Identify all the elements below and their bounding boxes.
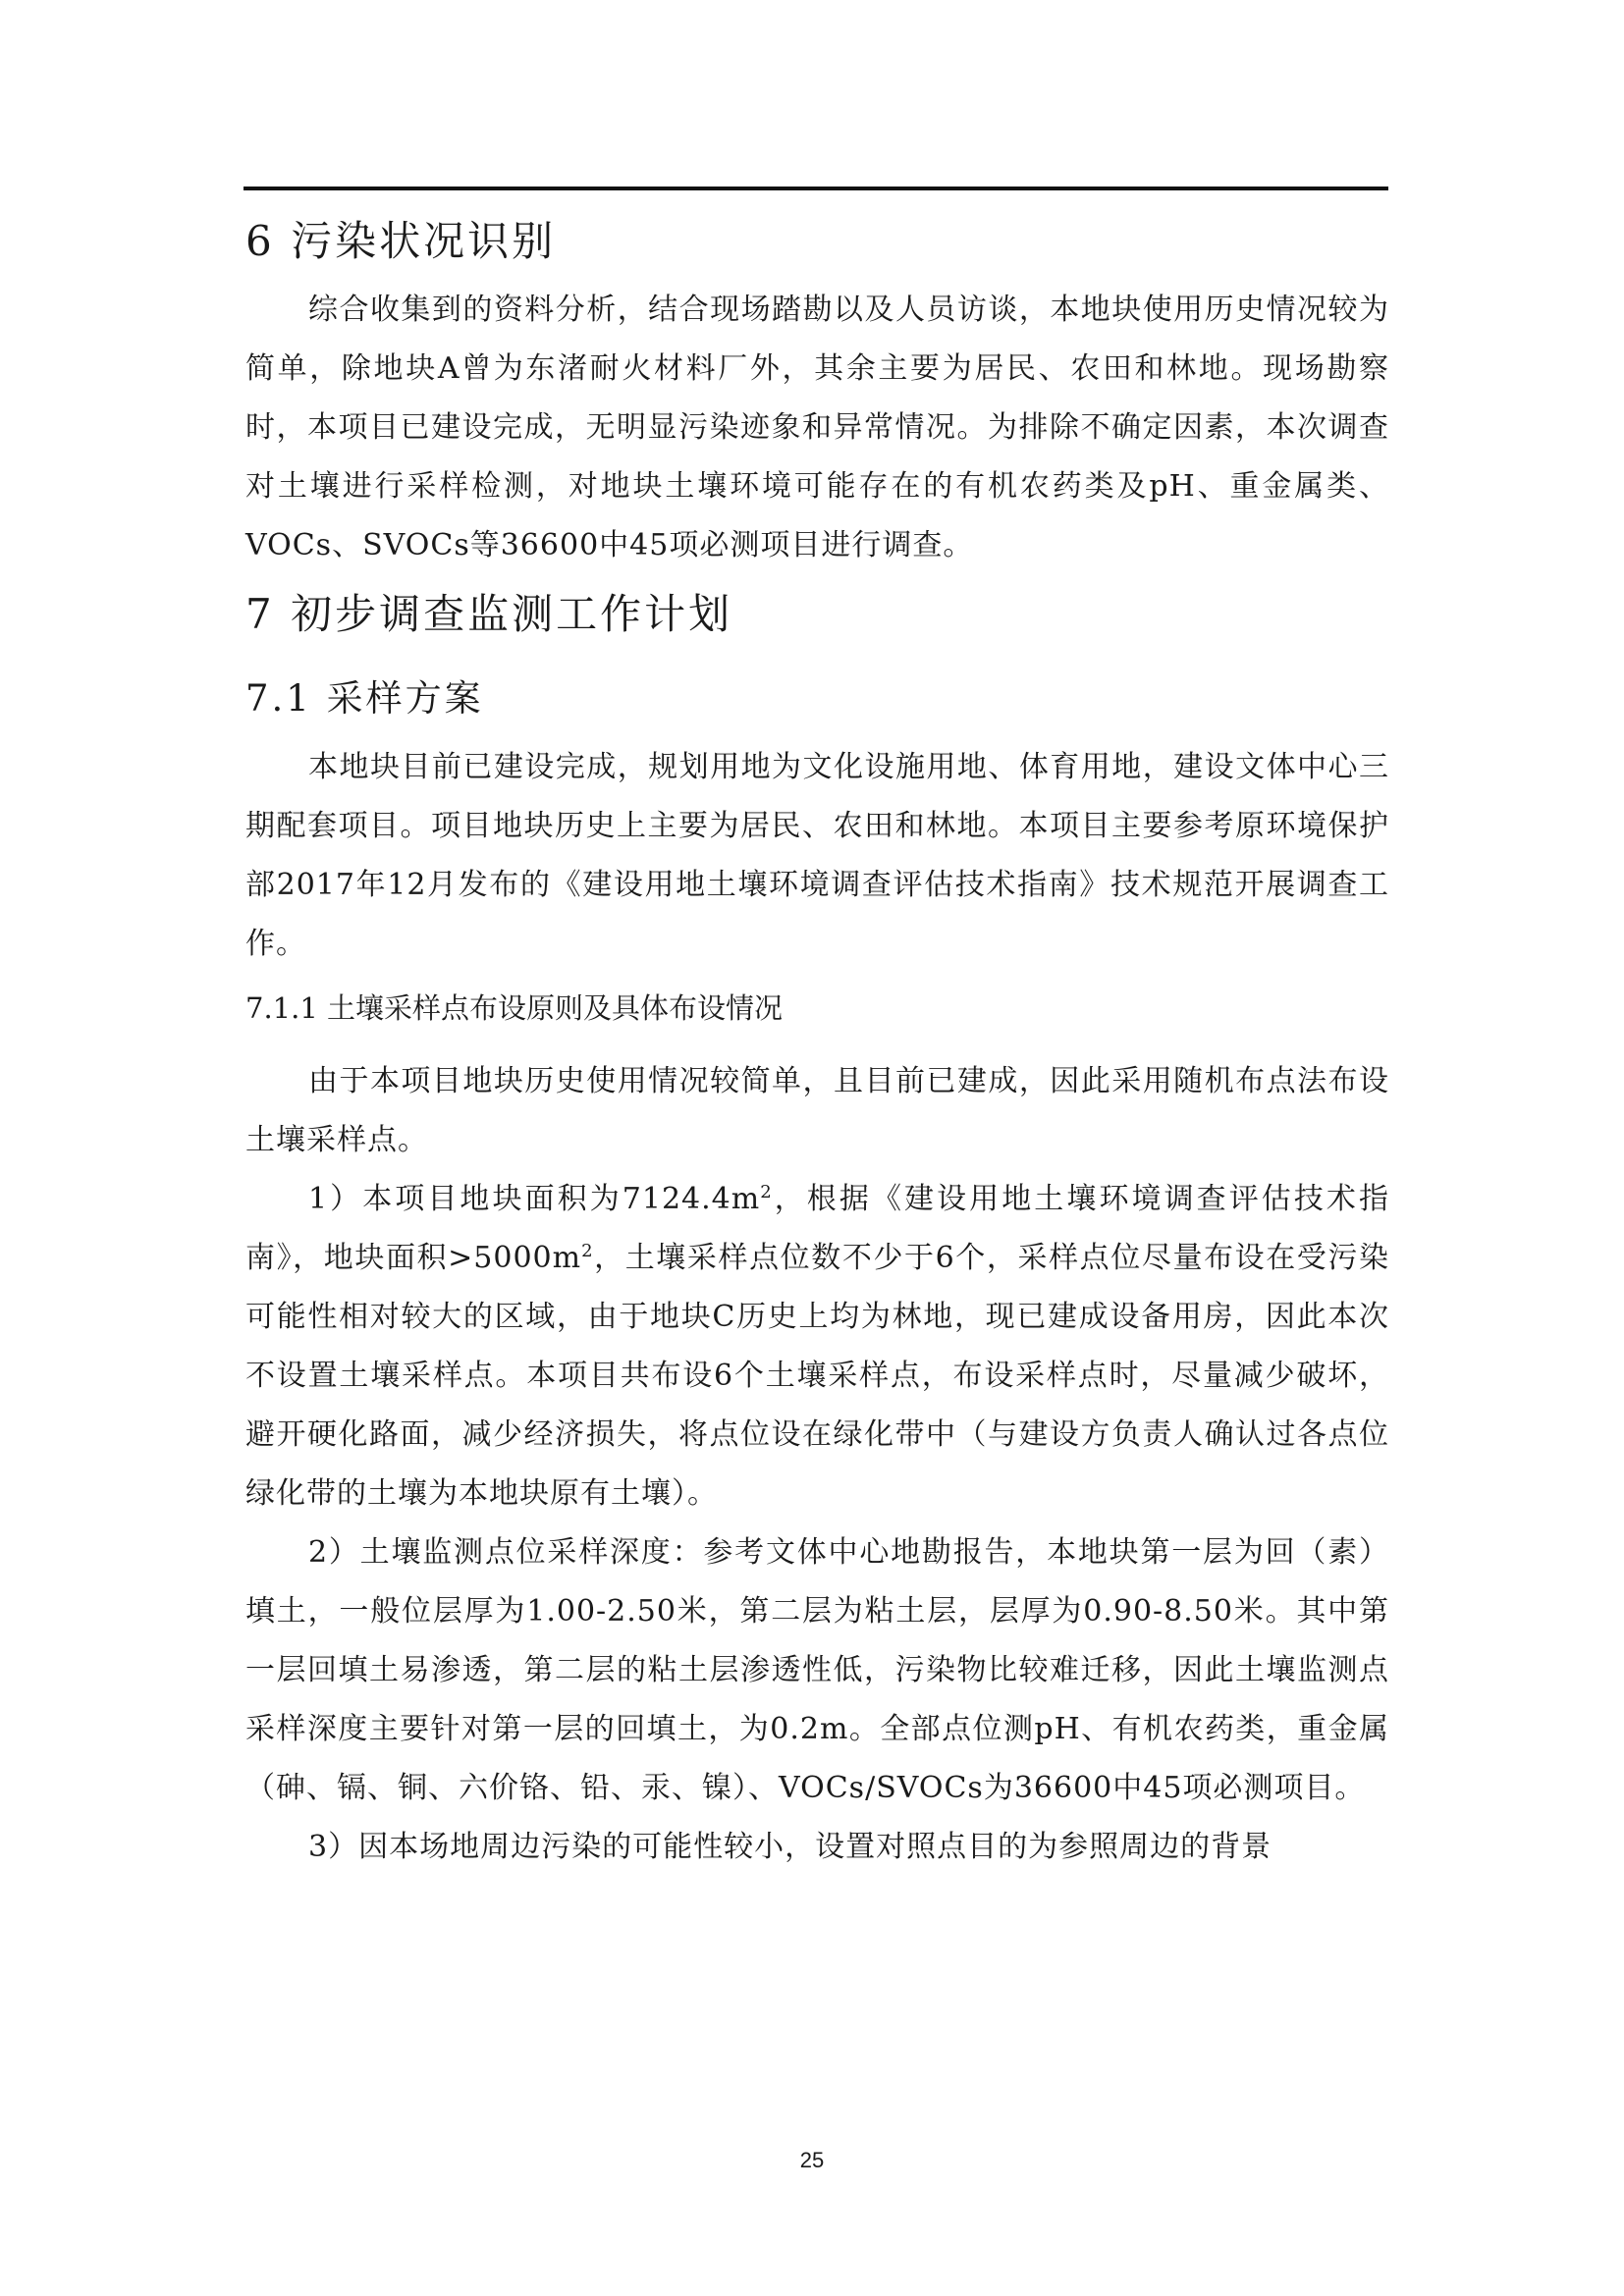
section-7-1-heading: 7.1 采样方案 bbox=[245, 677, 484, 720]
section-6-paragraph: 综合收集到的资料分析，结合现场踏勘以及人员访谈，本地块使用历史情况较为简单，除地块A曾为东渚耐火材料厂外，其余主要为居民、农田和林地。现场勘察时，本项目已建设完成，无明显污染迹象和异常情况。为排除不确定因素，本次调查对土壤进行采样检测，对地块土壤环境可能存在的有机农药类及pH、重金属类、VOCs、SVOCs等36600中45项必测项目进行调查。 bbox=[245, 293, 1389, 562]
list-item-2: 2）土壤监测点位采样深度：参考文体中心地勘报告，本地块第一层为回（素）填土，一般位层厚为1.00-2.50米，第二层为粘土层，层厚为0.90-8.50米。其中第一层回填土易渗透，第二层的粘土层渗透性低，污染物比较难迁移，因此土壤监测点采样深度主要针对第一层的回填土，为0.2m。全部点位测pH、有机农药类，重金属（砷、镉、铜、六价铬、铅、汞、镍）、VOCs/SVOCs为36600中45项必测项目。 bbox=[245, 1535, 1389, 1805]
section-7-1-1-heading: 7.1.1 土壤采样点布设原则及具体布设情况 bbox=[245, 991, 784, 1025]
section-7-heading: 7 初步调查监测工作计划 bbox=[245, 590, 733, 638]
section-6-heading: 6 污染状况识别 bbox=[245, 217, 557, 265]
list-item-1: 1）本项目地块面积为$7124.4m^2$，根据《建设用地土壤环境调查评估技术指南》，地块面积$>5000m^2$，土壤采样点位数不少于6个，采样点位尽量布设在受污染可能性相对较大的区域，由于地块C历史上均为林地，现已建成设备用房，因此本次不设置土壤采样点。本项目共布设6个土壤采样点，布设采样点时，尽量减少破坏，避开硬化路面，减少经济损失，将点位设在绿化带中（与建设方负责人确认过各点位绿化带的土壤为本地块原有土壤）。 bbox=[245, 1182, 1390, 1511]
page-content bbox=[245, 202, 1389, 1877]
header-rule bbox=[244, 187, 1388, 190]
section-7-1-paragraph: 本地块目前已建设完成，规划用地为文化设施用地、体育用地，建设文体中心三期配套项目。项目地块历史上主要为居民、农田和林地。本项目主要参考原环境保护部2017年12月发布的《建设用地土壤环境调查评估技术指南》技术规范开展调查工作。 bbox=[245, 750, 1389, 961]
page-number: 25 bbox=[799, 2148, 825, 2172]
section-7-1-1-intro: 由于本项目地块历史使用情况较简单，且目前已建成，因此采用随机布点法布设土壤采样点。 bbox=[245, 1064, 1389, 1157]
list-item-3: 3）因本场地周边污染的可能性较小，设置对照点目的为参照周边的背景 bbox=[308, 1830, 1272, 1864]
